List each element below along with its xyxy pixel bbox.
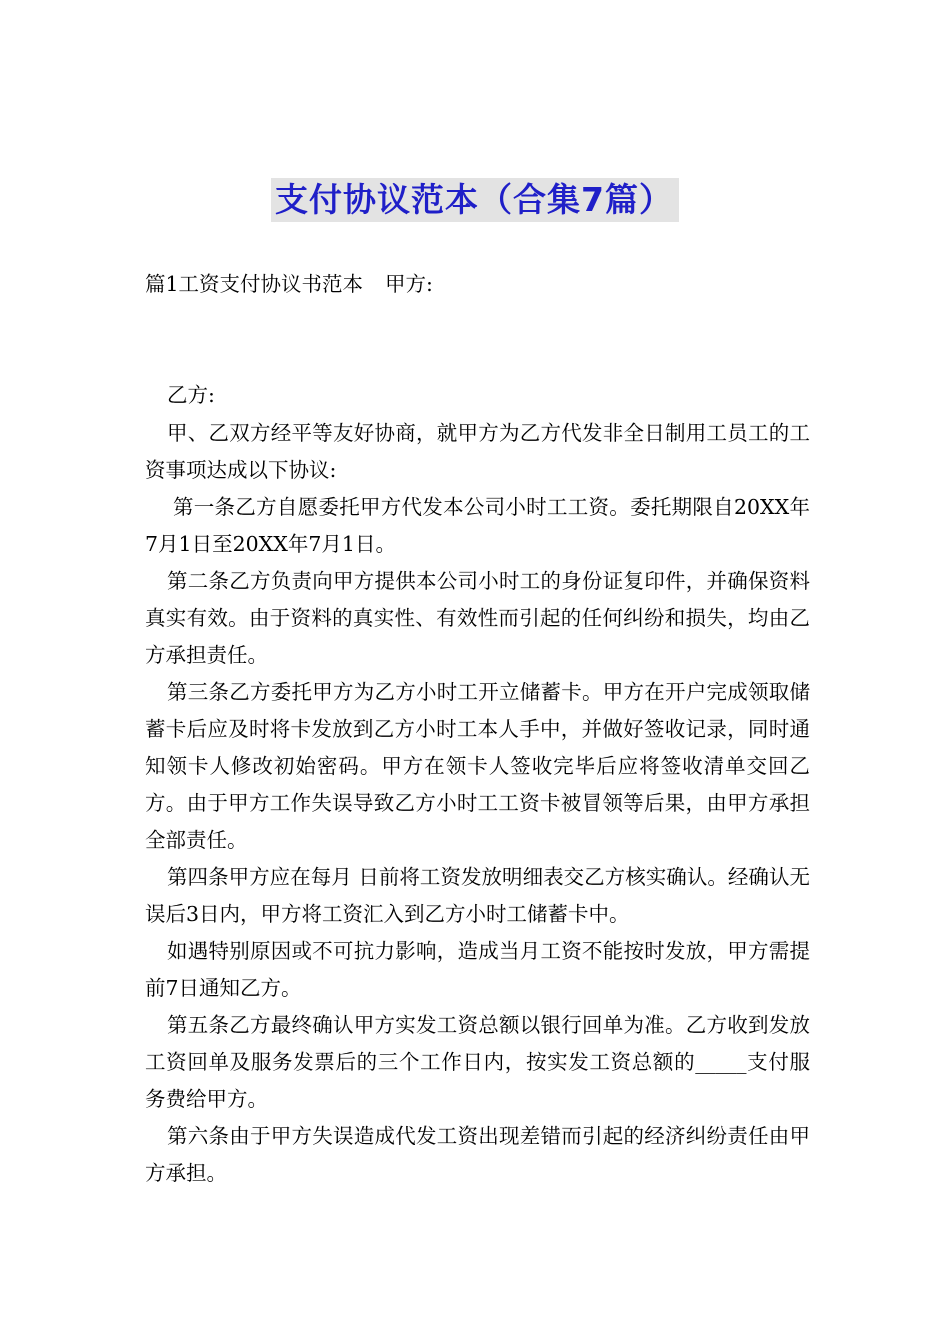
paragraph-article-4: 第四条甲方应在每月 日前将工资发放明细表交乙方核实确认。经确认无误后3日内，甲方将工资汇入到乙方小时工储蓄卡中。 — [145, 865, 810, 926]
paragraph-article-5: 第五条乙方最终确认甲方实发工资总额以银行回单为准。乙方收到发放工资回单及服务发票后的三个工作日内，按实发工资总额的_____支付服务费给甲方。 — [145, 1013, 810, 1111]
document-title: 支付协议范本（合集7篇） — [271, 178, 679, 222]
section-heading-line — [145, 266, 810, 303]
paragraph-article-3: 第三条乙方委托甲方为乙方小时工开立储蓄卡。甲方在开户完成领取储蓄卡后应及时将卡发放到乙方小时工本人手中，并做好签收记录，同时通知领卡人修改初始密码。甲方在领卡人签收完毕后应将签收清单交回乙方。由于甲方工作失误导致乙方小时工工资卡被冒领等后果，由甲方承担全部责任。 — [145, 680, 810, 852]
title-container — [0, 178, 950, 222]
paragraph-article-2: 第二条乙方负责向甲方提供本公司小时工的身份证复印件，并确保资料真实有效。由于资料的真实性、有效性而引起的任何纠纷和损失，均由乙方承担责任。 — [145, 569, 810, 667]
paragraph-article-6: 第六条由于甲方失误造成代发工资出现差错而引起的经济纠纷责任由甲方承担。 — [145, 1124, 810, 1185]
party-b-line — [145, 377, 810, 414]
party-b-label: 乙方: — [167, 383, 215, 407]
party-a-label: 甲方: — [385, 272, 433, 296]
paragraph-intro: 甲、乙双方经平等友好协商，就甲方为乙方代发非全日制用工员工的工资事项达成以下协议: — [145, 421, 810, 482]
paragraph-force-majeure: 如遇特别原因或不可抗力影响，造成当月工资不能按时发放，甲方需提前7日通知乙方。 — [145, 939, 810, 1000]
paragraph-article-1: 第一条乙方自愿委托甲方代发本公司小时工工资。委托期限自20XX年7月1日至20XX年7月1日。 — [145, 495, 810, 556]
section-heading: 篇1工资支付协议书范本 — [145, 272, 364, 296]
agreement-body — [145, 415, 810, 1192]
